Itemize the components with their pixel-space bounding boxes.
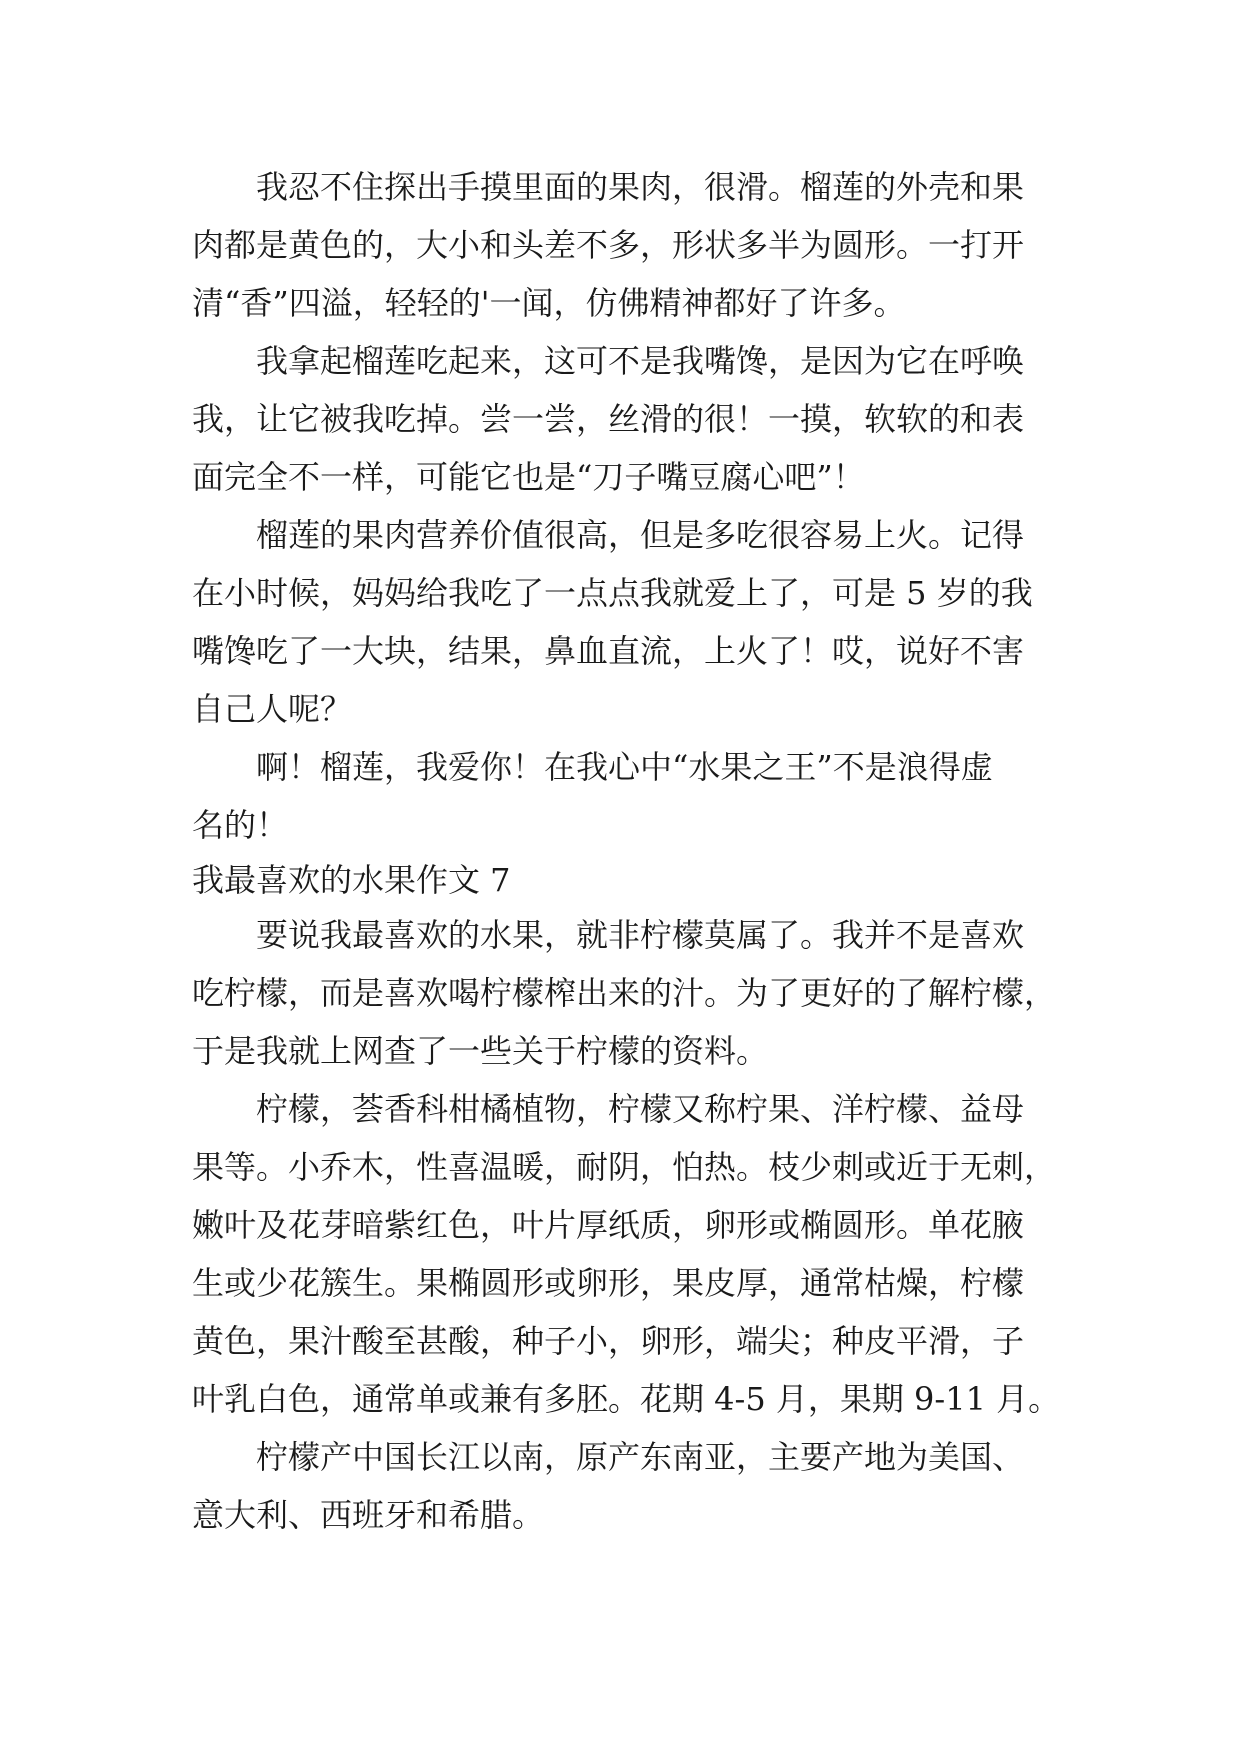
section-heading: 我最喜欢的水果作文 7: [192, 861, 511, 899]
text-line: 要说我最喜欢的水果，就非柠檬莫属了。我并不是喜欢: [256, 916, 1025, 954]
text-line: 清“香”四溢，轻轻的'一闻，仿佛精神都好了许多。: [192, 284, 906, 322]
text-line: 我忍不住探出手摸里面的果肉，很滑。榴莲的外壳和果: [256, 168, 1025, 206]
text-line: 名的！: [192, 806, 289, 844]
text-line: 在小时候，妈妈给我吃了一点点我就爱上了，可是 5 岁的我: [192, 574, 1033, 612]
text-line: 柠檬产中国长江以南，原产东南亚，主要产地为美国、: [256, 1438, 1025, 1476]
text-line: 肉都是黄色的，大小和头差不多，形状多半为圆形。一打开: [192, 226, 1025, 264]
text-line: 吃柠檬，而是喜欢喝柠檬榨出来的汁。为了更好的了解柠檬，: [192, 974, 1057, 1012]
text-line: 黄色，果汁酸至甚酸，种子小，卵形，端尖；种皮平滑，子: [192, 1322, 1025, 1360]
text-line: 生或少花簇生。果椭圆形或卵形，果皮厚，通常枯燥，柠檬: [192, 1264, 1025, 1302]
text-line: 意大利、西班牙和希腊。: [192, 1496, 545, 1534]
text-line: 自己人呢？: [192, 690, 353, 728]
text-line: 我，让它被我吃掉。尝一尝，丝滑的很！一摸，软软的和表: [192, 400, 1025, 438]
text-line: 柠檬，荟香科柑橘植物，柠檬又称柠果、洋柠檬、益母: [256, 1090, 1025, 1128]
text-line: 面完全不一样，可能它也是“刀子嘴豆腐心吧”！: [192, 458, 865, 496]
paragraph: [192, 1080, 1092, 1428]
text-line: 于是我就上网查了一些关于柠檬的资料。: [192, 1032, 769, 1070]
text-line: 榴莲的果肉营养价值很高，但是多吃很容易上火。记得: [256, 516, 1025, 554]
text-line: 啊！榴莲，我爱你！在我心中“水果之王”不是浪得虚: [256, 748, 993, 786]
text-line: 果等。小乔木，性喜温暖，耐阴，怕热。枝少刺或近于无刺，: [192, 1148, 1057, 1186]
paragraph: [192, 158, 1092, 332]
text-line: 我拿起榴莲吃起来，这可不是我嘴馋，是因为它在呼唤: [256, 342, 1025, 380]
paragraph: [192, 738, 1092, 854]
paragraph: [192, 906, 1092, 1080]
paragraph: [192, 506, 1092, 738]
text-line: 嘴馋吃了一大块，结果，鼻血直流，上火了！哎，说好不害: [192, 632, 1025, 670]
text-line: 嫩叶及花芽暗紫红色，叶片厚纸质，卵形或椭圆形。单花腋: [192, 1206, 1025, 1244]
paragraph: [192, 332, 1092, 506]
paragraph: [192, 1428, 1092, 1544]
document-body: [192, 158, 1092, 1544]
text-line: 叶乳白色，通常单或兼有多胚。花期 4-5 月，果期 9-11 月。: [192, 1380, 1061, 1418]
